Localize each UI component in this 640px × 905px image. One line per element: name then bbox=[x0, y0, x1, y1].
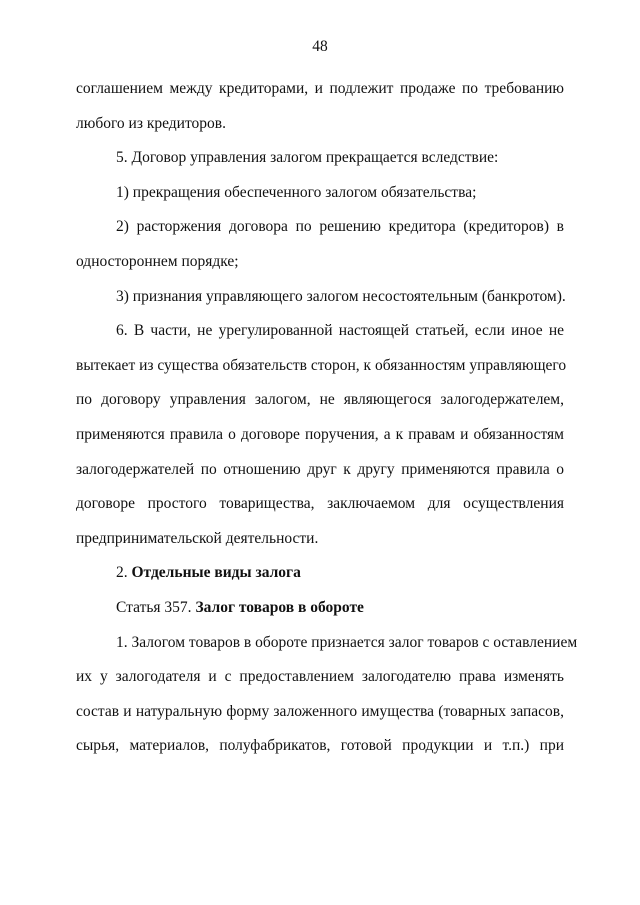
text-line: 1) прекращения обеспеченного залогом обязательства; bbox=[116, 183, 477, 201]
text-line: 3) признания управляющего залогом несостоятельным (банкротом). bbox=[116, 287, 566, 305]
text-line: 5. Договор управления залогом прекращается вследствие: bbox=[116, 149, 499, 167]
article-heading bbox=[76, 591, 564, 626]
text-line: любого из кредиторов. bbox=[76, 114, 226, 132]
text-line: договоре простого товарищества, заключаемом для осуществления bbox=[76, 495, 564, 513]
text-line: предпринимательской деятельности. bbox=[76, 529, 319, 547]
text-line: 1. Залогом товаров в обороте признается залог товаров с оставлением bbox=[116, 633, 578, 651]
document-body bbox=[76, 72, 578, 764]
section-heading bbox=[76, 556, 564, 591]
text-line: применяются правила о договоре поручения, а к правам и обязанностям bbox=[76, 425, 564, 443]
section-title: Отдельные виды залога bbox=[131, 564, 301, 582]
section-number: 2. bbox=[116, 564, 128, 582]
text-line: соглашением между кредиторами, и подлежит продаже по требованию bbox=[76, 80, 564, 97]
text-line: состав и натуральную форму заложенного имущества (товарных запасов, bbox=[76, 702, 564, 720]
text-line: 2) расторжения договора по решению кредитора (кредиторов) в bbox=[116, 218, 564, 236]
article-title: Залог товаров в обороте bbox=[195, 598, 364, 616]
text-line: их у залогодателя и с предоставлением залогодателю права изменять bbox=[76, 668, 564, 686]
text-line: одностороннем порядке; bbox=[76, 252, 239, 270]
article-prefix: Статья 357. bbox=[116, 598, 192, 616]
text-line: 6. В части, не урегулированной настоящей статьей, если иное не bbox=[116, 322, 564, 340]
page-number: 48 bbox=[312, 38, 328, 55]
text-line: по договору управления залогом, не являющегося залогодержателем, bbox=[76, 391, 564, 409]
text-line: вытекает из существа обязательств сторон, к обязанностям управляющего bbox=[76, 356, 567, 374]
text-line: сырья, материалов, полуфабрикатов, готовой продукции и т.п.) при bbox=[76, 737, 564, 755]
text-line: залогодержателей по отношению друг к другу применяются правила о bbox=[76, 460, 564, 478]
